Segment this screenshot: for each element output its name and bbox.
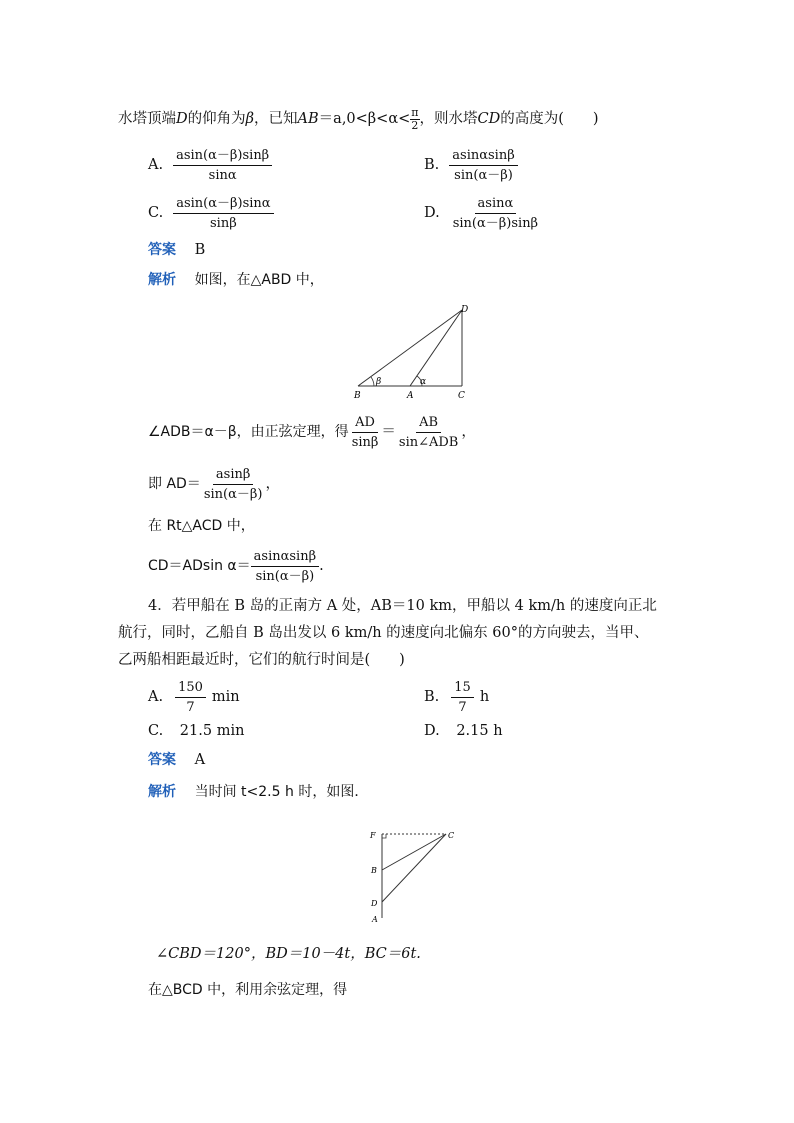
option-fraction	[450, 195, 541, 232]
option-fraction	[173, 195, 273, 232]
fraction-cd	[251, 548, 319, 585]
denominator: sin(α－β)	[255, 568, 315, 584]
option-fraction	[449, 147, 517, 184]
analysis-text: 如图，在△ABD 中，	[194, 272, 324, 288]
option-label: A.	[148, 157, 164, 173]
label-b: B	[354, 391, 361, 401]
q4-option-a	[148, 676, 240, 718]
numerator: asinαsinβ	[251, 548, 319, 567]
q4-option-c	[148, 723, 244, 739]
option-fraction	[451, 679, 474, 716]
q3-ad-line	[148, 462, 280, 506]
denominator: sin(α－β)	[203, 486, 263, 502]
q3-stem-text: 水塔顶端	[118, 111, 176, 127]
q3-option-a	[148, 144, 272, 186]
q3-option-c	[148, 192, 274, 234]
figure-background	[364, 822, 460, 930]
option-label: D.	[424, 723, 440, 739]
option-label: C.	[148, 723, 164, 739]
line-text: CD＝ADsin α＝	[148, 558, 251, 574]
option-label: A.	[148, 689, 164, 705]
q3-option-b	[424, 144, 518, 186]
denominator: sinα	[208, 167, 237, 183]
pi-numerator: π	[411, 105, 419, 119]
label-alpha: α	[420, 377, 427, 387]
fraction-ab-sinadb	[396, 414, 461, 451]
q3-stem-point-d: D	[176, 111, 188, 127]
numerator: 15	[451, 679, 474, 698]
option-fraction	[175, 679, 206, 716]
q3-stem	[118, 102, 599, 136]
q3-analysis-intro	[148, 270, 324, 290]
q3-cd-line	[148, 544, 324, 588]
label-a: A	[372, 915, 378, 924]
q3-stem-condition: ＝a,0<β<α<	[318, 111, 411, 127]
numerator: AB	[416, 414, 441, 433]
q4-option-b	[424, 676, 489, 718]
pi-denominator: 2	[411, 118, 419, 132]
answer-value: A	[194, 752, 206, 768]
option-label: B.	[424, 157, 440, 173]
denominator: sinβ	[210, 215, 237, 231]
numerator: asin(α－β)sinβ	[173, 147, 272, 166]
q4-figure	[364, 822, 460, 930]
q3-figure	[344, 300, 480, 404]
fraction-ad	[201, 466, 266, 503]
numerator: AD	[352, 414, 378, 433]
q3-stem-pi-over-2	[410, 107, 419, 132]
line-text: 即 AD＝	[148, 476, 201, 492]
label-c: C	[458, 391, 465, 401]
analysis-text: 当时间 t<2.5 h 时，如图．	[194, 784, 369, 800]
option-text: 2.15 h	[456, 723, 503, 739]
numerator: asinβ	[213, 466, 253, 485]
q3-stem-ab: AB	[297, 111, 319, 127]
option-fraction	[173, 147, 272, 184]
label-b: B	[371, 866, 377, 875]
q4-stem-line-3: 乙两船相距最近时，它们的航行时间是( )	[118, 652, 405, 668]
q3-sine-rule-line	[148, 410, 476, 454]
denominator: sinβ	[351, 434, 379, 450]
denominator: sin(α－β)	[454, 167, 513, 183]
q4-angle-line: ∠CBD＝120°，BD＝10－4t，BC＝6t.	[156, 946, 421, 962]
denominator: sin(α－β)sinβ	[452, 215, 539, 231]
option-label: D.	[424, 205, 440, 221]
answer-value: B	[194, 242, 206, 258]
option-unit: h	[479, 689, 490, 705]
q3-stem-beta: β	[245, 111, 255, 127]
numerator: asinαsinβ	[449, 147, 517, 166]
line-end: .	[319, 558, 324, 574]
label-f: F	[370, 831, 376, 840]
q3-stem-cd: CD	[477, 111, 501, 127]
label-c: C	[448, 831, 455, 840]
q3-stem-end: 的高度为( )	[500, 111, 599, 127]
numerator: 150	[175, 679, 206, 698]
q3-rt-triangle-line: 在 Rt△ACD 中，	[148, 518, 255, 534]
option-unit: min	[211, 689, 240, 705]
option-text: 21.5 min	[179, 723, 245, 739]
denominator: 7	[186, 699, 195, 715]
q4-stem-line-1: 4．若甲船在 B 岛的正南方 A 处，AB＝10 km，甲船以 4 km/h 的速度向正北	[148, 598, 657, 614]
fraction-ad-sinbeta	[349, 414, 382, 451]
line-end: ，	[265, 476, 280, 492]
q4-answer	[148, 750, 205, 770]
answer-key-label: 答案	[148, 752, 176, 768]
label-beta: β	[376, 377, 382, 387]
numerator: asin(α－β)sinα	[173, 195, 273, 214]
q3-answer	[148, 240, 205, 260]
q4-analysis-intro	[148, 782, 368, 802]
q3-triangle-diagram	[344, 300, 480, 404]
answer-key-label: 答案	[148, 242, 176, 258]
option-label: C.	[148, 205, 164, 221]
label-d: D	[461, 305, 469, 315]
q3-stem-text: ，已知	[254, 111, 298, 127]
q3-stem-text: ，则水塔	[419, 111, 478, 127]
q4-option-d	[424, 723, 503, 739]
line-text: ∠ADB＝α－β，由正弦定理，得	[148, 424, 349, 440]
q4-ship-diagram	[364, 822, 460, 930]
equals-sign: ＝	[381, 424, 396, 440]
q3-stem-text: 的仰角为	[187, 111, 246, 127]
analysis-key-label: 解析	[148, 784, 176, 800]
label-d: D	[371, 899, 378, 908]
analysis-key-label: 解析	[148, 272, 176, 288]
q4-cosine-rule-line: 在△BCD 中，利用余弦定理，得	[148, 982, 348, 998]
q3-option-d	[424, 192, 541, 234]
label-a: A	[407, 391, 414, 401]
denominator: sin∠ADB	[398, 434, 459, 450]
numerator: asinα	[475, 195, 517, 214]
line-end: ，	[461, 424, 476, 440]
q4-stem-line-2: 航行，同时，乙船自 B 岛出发以 6 km/h 的速度向北偏东 60°的方向驶去，当甲、	[118, 625, 649, 641]
figure-background	[344, 300, 480, 404]
option-label: B.	[424, 689, 440, 705]
denominator: 7	[458, 699, 467, 715]
